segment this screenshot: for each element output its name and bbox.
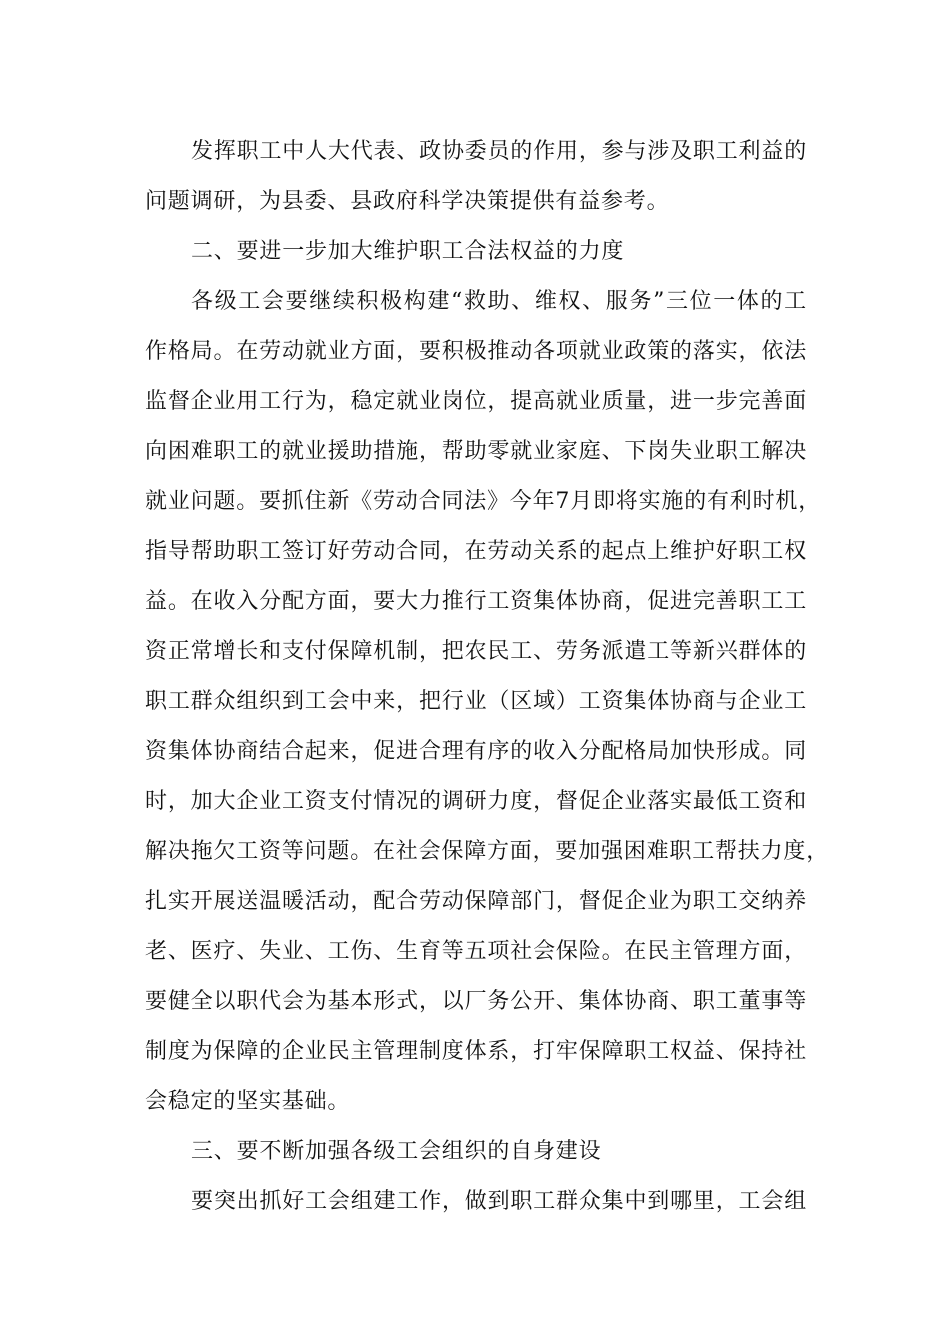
paragraph-line: 要突出抓好工会组建工作，做到职工群众集中到哪里，工会组 (191, 1189, 807, 1214)
paragraph-line: 发挥职工中人大代表、政协委员的作用，参与涉及职工利益的 (191, 139, 807, 164)
paragraph-line: 问题调研，为县委、县政府科学决策提供有益参考。 (145, 189, 670, 214)
paragraph-line: 老、医疗、失业、工伤、生育等五项社会保险。在民主管理方面， (145, 939, 807, 964)
paragraph-line: 会稳定的坚实基础。 (145, 1089, 351, 1114)
paragraph-line: 就业问题。要抓住新《劳动合同法》今年7月即将实施的有利时机， (145, 489, 821, 514)
paragraph-line: 职工群众组织到工会中来，把行业（区域）工资集体协商与企业工 (145, 689, 807, 714)
section-heading: 三、要不断加强各级工会组织的自身建设 (191, 1139, 602, 1164)
paragraph-line: 时，加大企业工资支付情况的调研力度，督促企业落实最低工资和 (145, 789, 807, 814)
paragraph-line: 解决拖欠工资等问题。在社会保障方面，要加强困难职工帮扶力度， (145, 839, 830, 864)
paragraph-line: 指导帮助职工签订好劳动合同，在劳动关系的起点上维护好职工权 (145, 539, 807, 564)
paragraph-line: 各级工会要继续积极构建“救助、维权、服务”三位一体的工 (191, 289, 807, 314)
paragraph-line: 资集体协商结合起来，促进合理有序的收入分配格局加快形成。同 (145, 739, 807, 764)
paragraph-line: 向困难职工的就业援助措施，帮助零就业家庭、下岗失业职工解决 (145, 439, 807, 464)
paragraph-line: 制度为保障的企业民主管理制度体系，打牢保障职工权益、保持社 (145, 1039, 807, 1064)
paragraph-line: 益。在收入分配方面，要大力推行工资集体协商，促进完善职工工 (145, 589, 807, 614)
paragraph-line: 监督企业用工行为，稳定就业岗位，提高就业质量，进一步完善面 (145, 389, 807, 414)
paragraph-line: 资正常增长和支付保障机制，把农民工、劳务派遣工等新兴群体的 (145, 639, 807, 664)
paragraph-line: 扎实开展送温暖活动，配合劳动保障部门，督促企业为职工交纳养 (145, 889, 807, 914)
document-page (145, 127, 830, 1227)
section-heading: 二、要进一步加大维护职工合法权益的力度 (191, 239, 625, 264)
paragraph-line: 作格局。在劳动就业方面，要积极推动各项就业政策的落实，依法 (145, 339, 807, 364)
paragraph-line: 要健全以职代会为基本形式，以厂务公开、集体协商、职工董事等 (145, 989, 807, 1014)
